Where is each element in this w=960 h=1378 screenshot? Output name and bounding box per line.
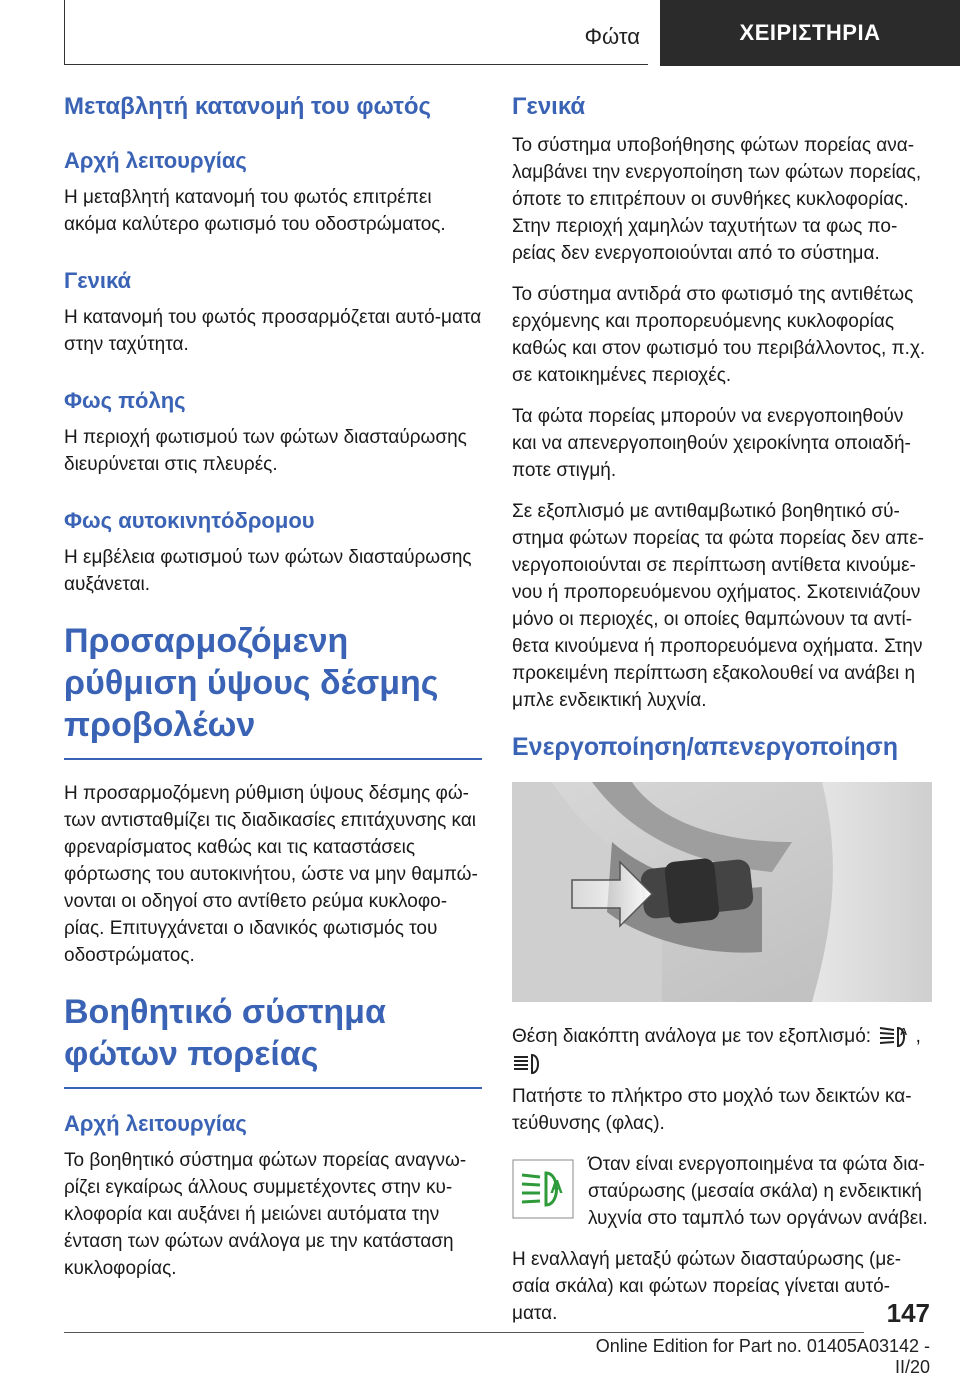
svg-text:A: A xyxy=(900,1026,908,1038)
svg-text:A: A xyxy=(550,1177,563,1197)
section-rule xyxy=(64,1087,482,1089)
switch-position-text: Θέση διακόπτη ανάλογα με τον εξοπλισμό: xyxy=(512,1026,872,1047)
high-beam-icon xyxy=(512,1051,546,1077)
paragraph-general: Η κατανομή του φωτός προσαρμόζεται αυτό-ματα στην ταχύτητα. xyxy=(64,307,482,355)
subhead-general: Γενικά xyxy=(512,93,586,120)
paragraph-city-light: Η περιοχή φωτισμού των φώτων διασταύρωσης διευρύνεται στις πλευρές. xyxy=(64,427,467,475)
subhead-principle: Αρχή λειτουργίας xyxy=(64,148,247,173)
subhead-general: Γενικά xyxy=(64,268,132,293)
high-beam-assistant-icon xyxy=(876,1024,910,1050)
section-title-headlight-range: Προσαρμοζόμενη ρύθμιση ύψους δέσμης προβολέων xyxy=(64,622,439,744)
subhead-motorway-light: Φως αυτοκινητόδρομου xyxy=(64,508,315,533)
header-section-title: Φώτα xyxy=(584,24,640,49)
page-number: 147 xyxy=(886,1298,930,1328)
footer-edition: Online Edition for Part no. 01405A03142 - II/20 xyxy=(595,1336,930,1377)
paragraph-general-1: Το σύστημα υποβοήθησης φώτων πορείας ανα-λαμβάνει την ενεργοποίηση των φώτων πορείας, όποτε το επιτρέπουν οι συνθήκες κυκλοφορίας. Στην περιοχή χαμηλών ταχυτήτων τα φως πο-ρείας δεν ενεργοποιούνται από το σύστημα. xyxy=(512,135,922,264)
paragraph-general-4: Σε εξοπλισμό με αντιθαμβωτικό βοηθητικό σύ-στημα φώτων πορείας τα φώτα πορείας δεν απε-νεργοποιούνται σε περίπτωση αντίθετα κινούμε-νου ή προπορευόμενου οχήματος. Σκοτεινιάζουν μόνο οι περιοχές, οι οποίες θαμπώνουν τα αντί-θετα κινούμενα ή προπορευόμενα οχήματα. Στην προκειμένη περίπτωση εξακολουθεί να ανάβει η μπλε ενδεικτική λυχνία. xyxy=(512,501,924,711)
right-column xyxy=(512,92,932,1341)
paragraph-switching: Η εναλλαγή μεταξύ φώτων διασταύρωσης (με-σαία σκάλα) και φώτων πορείας γίνεται αυτό-ματα. xyxy=(512,1249,902,1324)
paragraph-headlight-range: Η προσαρμοζόμενη ρύθμιση ύψους δέσμης φώ-των αντισταθμίζει τις διαδικασίες επιτάχυνσης και φρεναρίσματος καθώς και τις καταστάσεις φόρτωσης του αυτοκινήτου, ώστε να μην θαμπώ-νονται οι οδηγοί στο αντίθετο ρεύμα κυκλοφο-ρίας. Επιτυγχάνεται ο ιδανικός φωτισμός του οδοστρώματος. xyxy=(64,783,478,966)
turn-signal-lever-photo xyxy=(512,782,932,1002)
left-column xyxy=(64,92,482,1296)
paragraph-indicator: Όταν είναι ενεργοποιημένα τα φώτα δια-σταύρωσης (μεσαία σκάλα) η ενδεικτική λυχνία στο ταμπλό των οργάνων ανάβει. xyxy=(588,1154,928,1229)
subhead-principle: Αρχή λειτουργίας xyxy=(64,1111,247,1136)
section-title-variable-light: Μεταβλητή κατανομή του φωτός xyxy=(64,93,431,120)
subhead-activation: Ενεργοποίηση/απενεργοποίηση xyxy=(512,733,899,761)
indicator-note xyxy=(512,1151,932,1232)
switch-position-line xyxy=(512,1023,932,1077)
paragraph-general-2: Το σύστημα αντιδρά στο φωτισμό της αντιθέτως ερχόμενης και προπορευόμενης κυκλοφορίας καθώς και στον φωτισμό του περιβάλλοντος, π.χ. σε κατοικημένες περιοχές. xyxy=(512,284,926,386)
header-rule-left xyxy=(64,0,65,64)
high-beam-indicator-icon xyxy=(512,1159,574,1219)
footer-rule xyxy=(64,1332,864,1333)
section-title-high-beam-assistant: Βοηθητικό σύστημα φώτων πορείας xyxy=(64,993,386,1073)
paragraph-press-lever: Πατήστε το πλήκτρο στο μοχλό των δεικτών κα-τεύθυνσης (φλας). xyxy=(512,1086,912,1134)
comma-text: , xyxy=(915,1026,921,1047)
paragraph-motorway-light: Η εμβέλεια φωτισμού των φώτων διασταύρωσης αυξάνεται. xyxy=(64,547,472,595)
subhead-city-light: Φως πόλης xyxy=(64,388,186,413)
header-rule-bottom xyxy=(64,64,648,65)
header-chapter-tab: ΧΕΙΡΙΣΤΗΡΙΑ xyxy=(660,0,960,66)
paragraph-high-beam-principle: Το βοηθητικό σύστημα φώτων πορείας αναγνω-ρίζει εγκαίρως άλλους συμμετέχοντες στην κυ-κλοφορία και αυξάνει ή μειώνει αυτόματα την ένταση των φώτων ανάλογα με την κατάσταση κυκλοφορίας. xyxy=(64,1150,467,1279)
paragraph-principle: Η μεταβλητή κατανομή του φωτός επιτρέπει ακόμα καλύτερο φωτισμό του οδοστρώματος. xyxy=(64,187,446,235)
paragraph-general-3: Τα φώτα πορείας μπορούν να ενεργοποιηθούν και να απενεργοποιηθούν χειροκίνητα οποιαδή-ποτε στιγμή. xyxy=(512,406,911,481)
section-rule xyxy=(64,758,482,760)
